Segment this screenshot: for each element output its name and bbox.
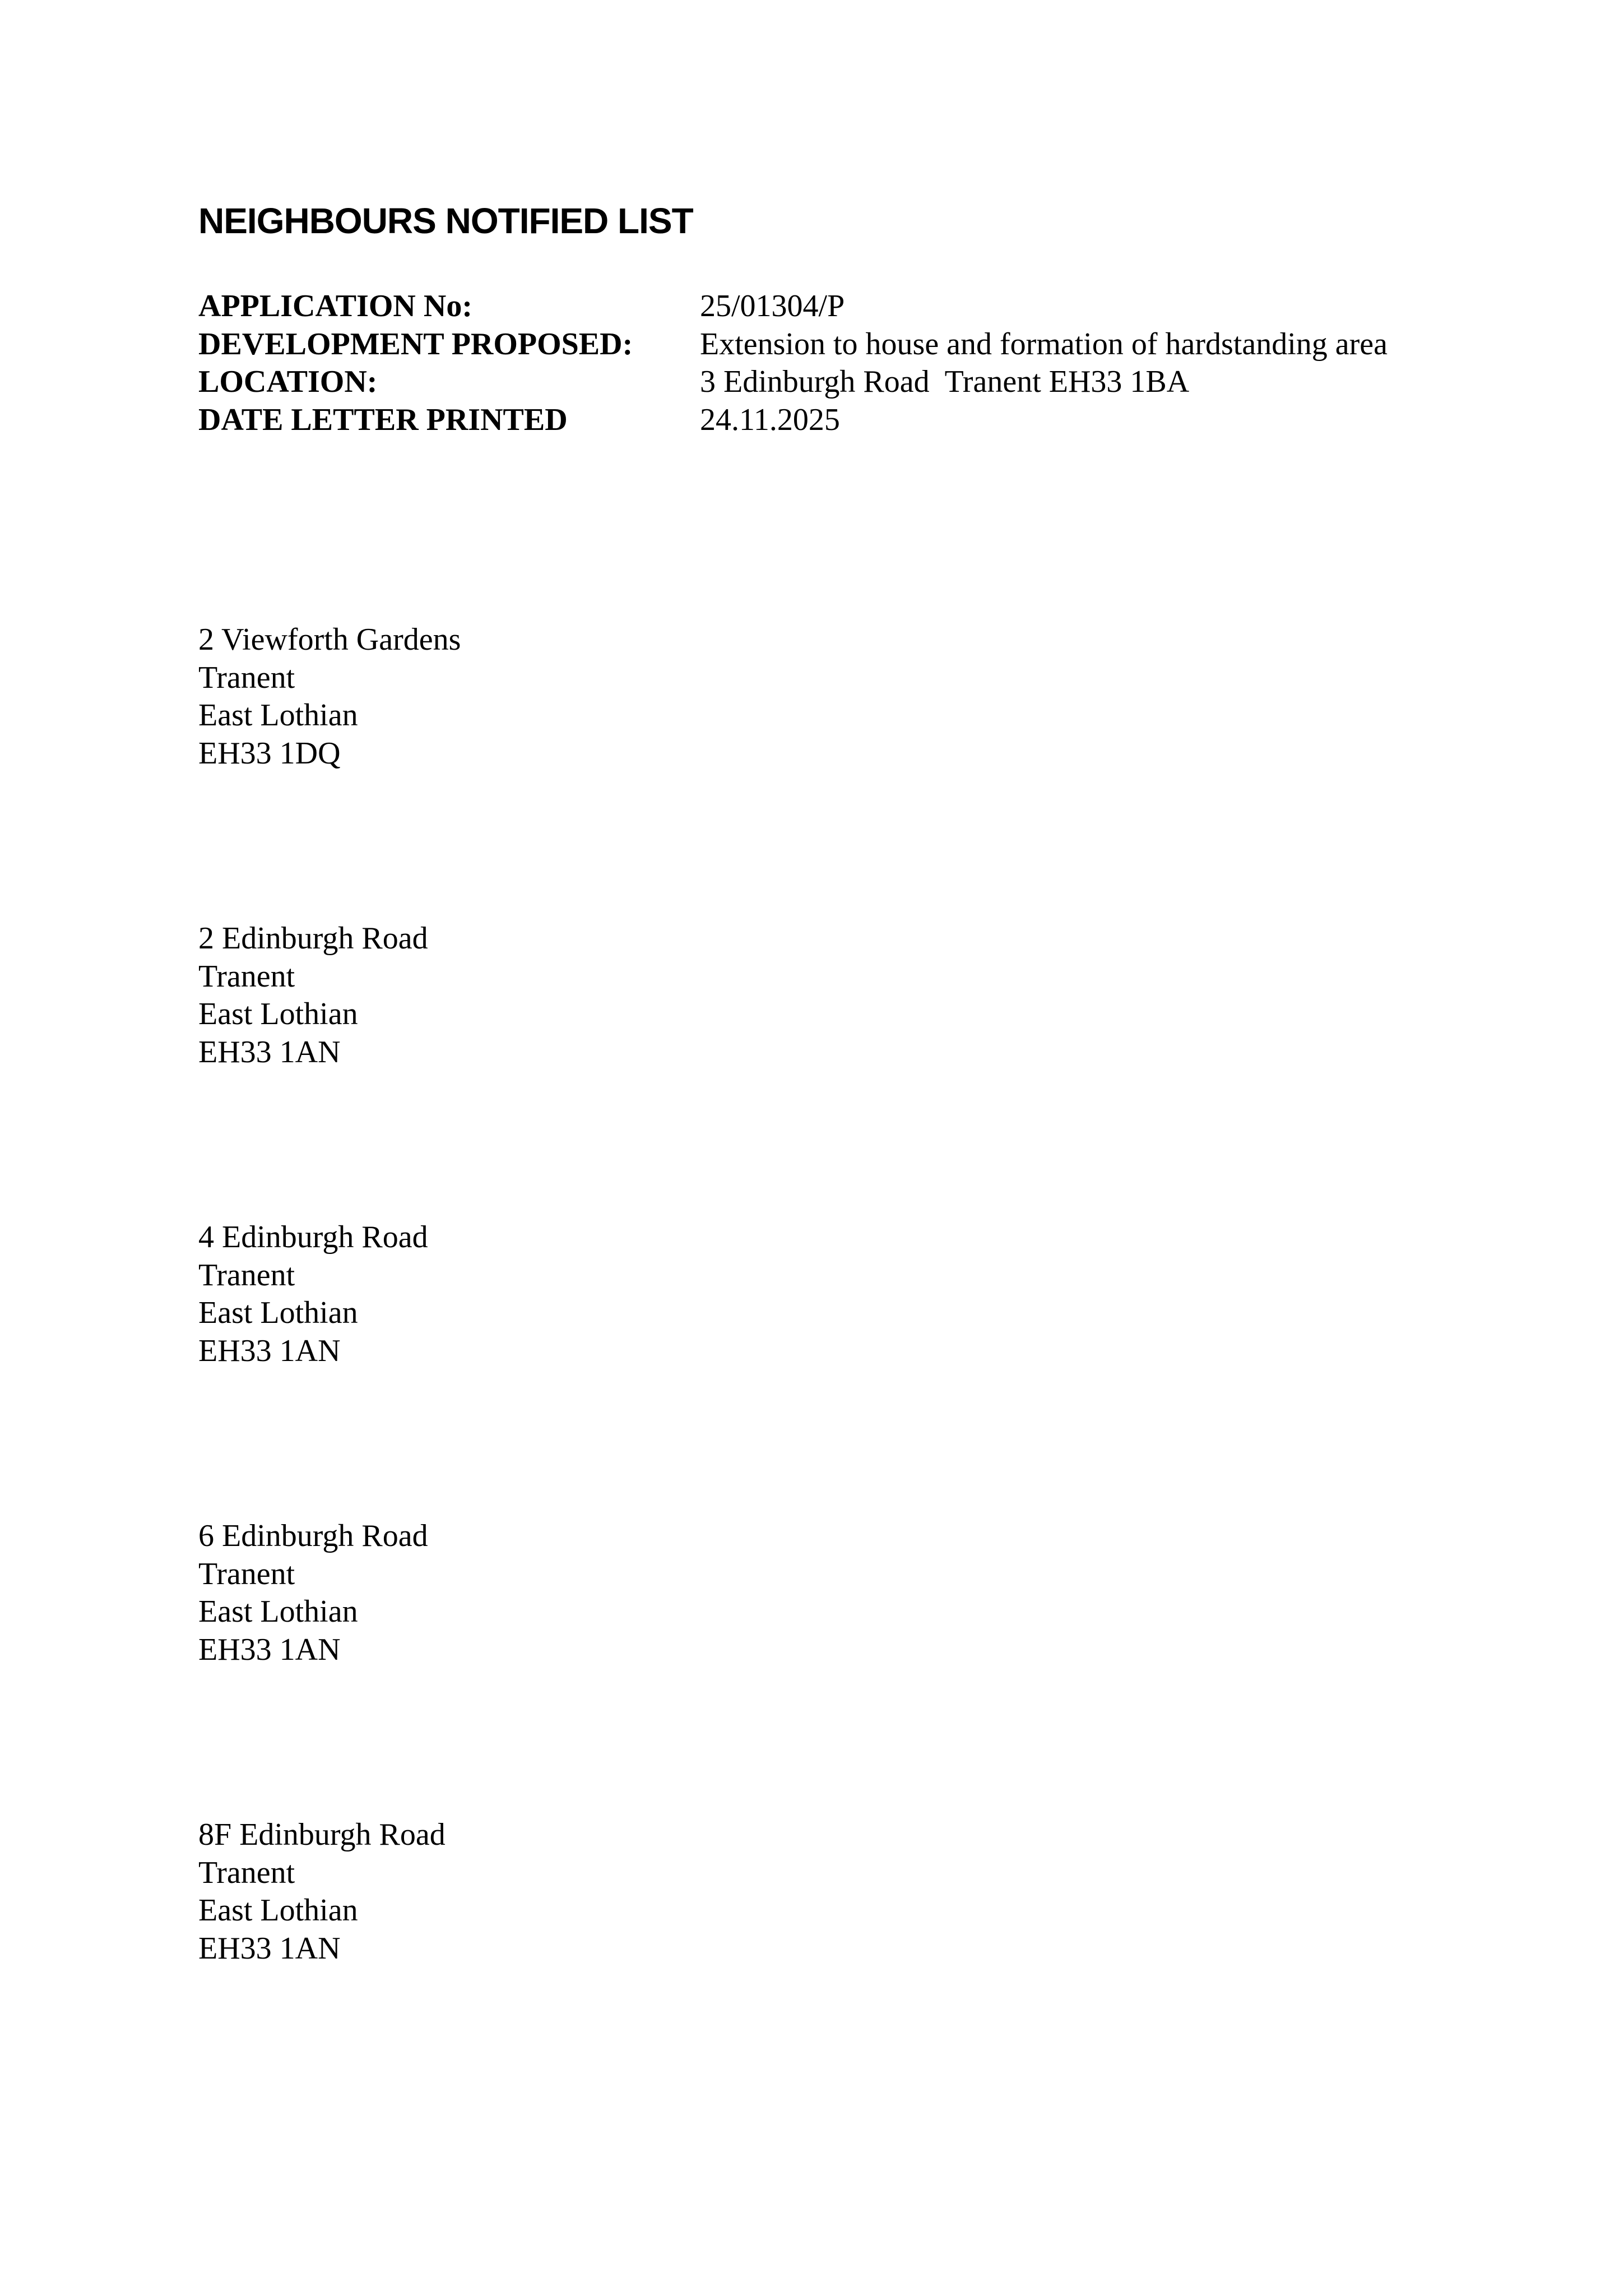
page-title: NEIGHBOURS NOTIFIED LIST: [198, 201, 693, 241]
development-proposed-row: [198, 326, 1388, 364]
application-number-label: APPLICATION No:: [198, 289, 472, 323]
address-street: 6 Edinburgh Road: [198, 1519, 428, 1553]
address-town: Tranent: [198, 660, 295, 695]
address-street: 8F Edinburgh Road: [198, 1817, 446, 1852]
address-area: East Lothian: [198, 1893, 358, 1928]
address-street: 2 Viewforth Gardens: [198, 622, 461, 657]
address-street: 4 Edinburgh Road: [198, 1220, 428, 1255]
neighbour-address: [198, 1219, 428, 1370]
development-proposed-label: DEVELOPMENT PROPOSED:: [198, 326, 633, 362]
location-row: [198, 363, 1388, 401]
neighbour-address: [198, 1816, 446, 1968]
address-area: East Lothian: [198, 698, 358, 733]
application-details: [198, 288, 1388, 439]
address-postcode: EH33 1AN: [198, 1034, 341, 1070]
address-area: East Lothian: [198, 1295, 358, 1330]
address-postcode: EH33 1DQ: [198, 735, 341, 771]
address-area: East Lothian: [198, 1594, 358, 1629]
address-area: East Lothian: [198, 997, 358, 1031]
application-number-row: [198, 288, 1388, 326]
date-printed-label: DATE LETTER PRINTED: [198, 402, 568, 437]
address-town: Tranent: [198, 1855, 295, 1890]
address-postcode: EH33 1AN: [198, 1931, 341, 1966]
address-street: 2 Edinburgh Road: [198, 921, 428, 956]
neighbour-address: [198, 1517, 428, 1669]
date-printed-row: [198, 401, 1388, 439]
date-printed-value: 24.11.2025: [700, 402, 840, 437]
application-number-value: 25/01304/P: [700, 289, 845, 323]
neighbour-address: [198, 920, 428, 1071]
address-town: Tranent: [198, 959, 295, 994]
location-value: 3 Edinburgh Road Tranent EH33 1BA: [700, 364, 1190, 399]
address-postcode: EH33 1AN: [198, 1632, 341, 1667]
address-town: Tranent: [198, 1556, 295, 1591]
address-postcode: EH33 1AN: [198, 1333, 341, 1368]
address-town: Tranent: [198, 1257, 295, 1293]
neighbour-address: [198, 621, 461, 772]
location-label: LOCATION:: [198, 364, 378, 399]
development-proposed-value: Extension to house and formation of hardstanding area: [700, 326, 1388, 362]
